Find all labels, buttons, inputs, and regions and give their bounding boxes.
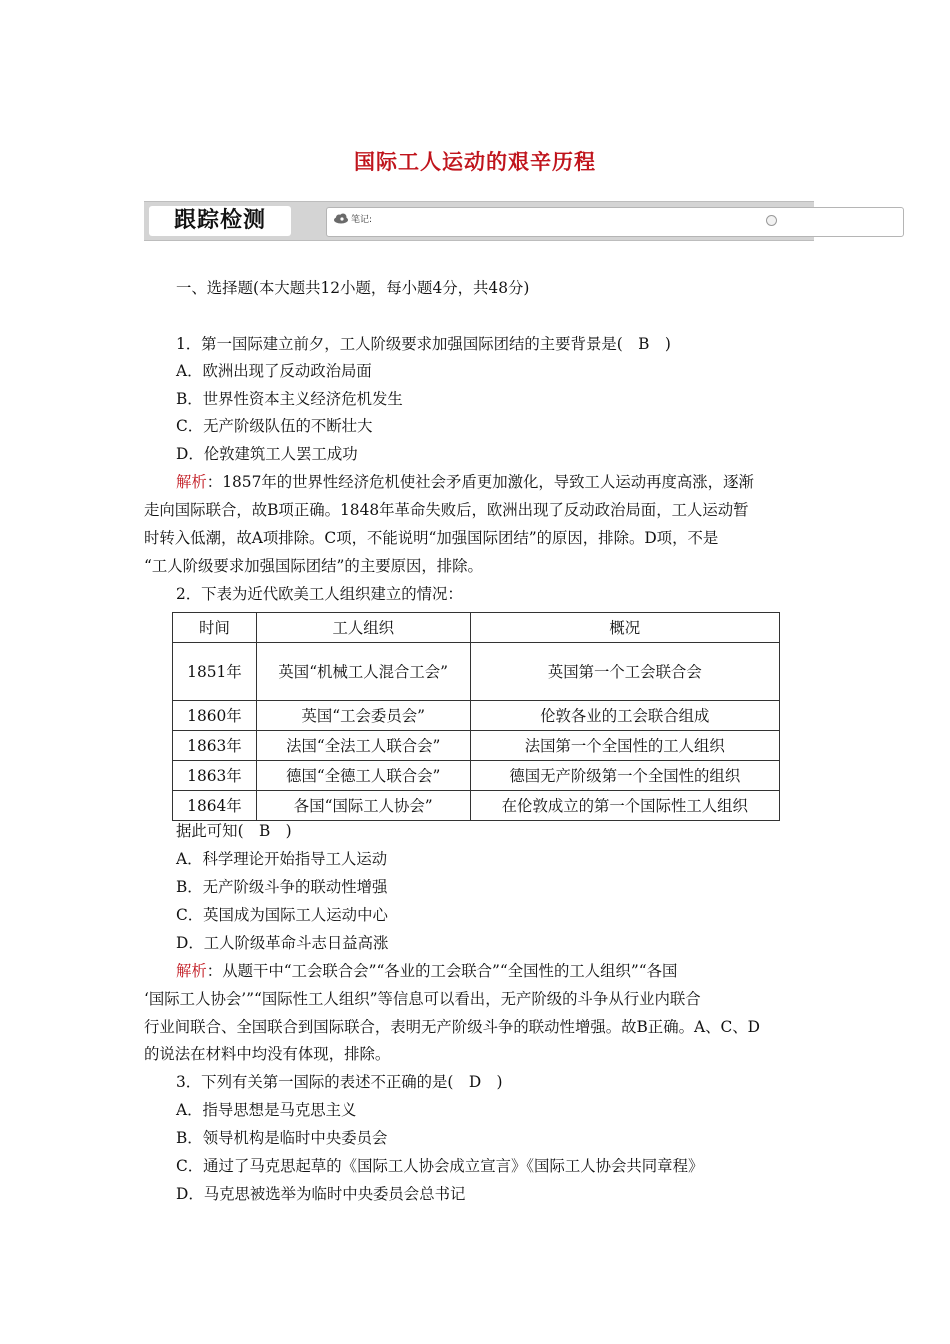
q3-option-d: D．马克思被选举为临时中央委员会总书记 [176, 1185, 466, 1203]
note-label: 笔记: [351, 215, 373, 225]
q2-analysis-line-1: 解析：从题干中“工会联合会”“各业的工会联合”“全国性的工人组织”“各国 [176, 962, 678, 980]
table-cell: 在伦敦成立的第一个国际性工人组织 [470, 791, 779, 821]
q3-option-a: A．指导思想是马克思主义 [176, 1101, 357, 1119]
table-cell: 英国“机械工人混合工会” [256, 643, 470, 701]
clock-icon[interactable] [766, 215, 777, 226]
table-header-cell: 概况 [470, 613, 779, 643]
q2-conclusion: 据此可知( B ) [176, 822, 292, 840]
q1-analysis-line-4: “工人阶级要求加强国际团结”的主要原因，排除。 [144, 557, 483, 575]
q1-option-a: A．欧洲出现了反动政治局面 [176, 362, 372, 380]
page-title: 国际工人运动的艰辛历程 [354, 150, 596, 174]
table-cell: 1864年 [173, 791, 257, 821]
table-cell: 德国“全德工人联合会” [256, 761, 470, 791]
table-header-cell: 时间 [173, 613, 257, 643]
table-cell: 英国第一个工会联合会 [470, 643, 779, 701]
table-row [173, 791, 780, 821]
table-row [173, 643, 780, 701]
q2-analysis-line-3: 行业间联合、全国联合到国际联合，表明无产阶级斗争的联动性增强。故B正确。A、C、D [144, 1018, 760, 1036]
q2-analysis-line-2: ‘国际工人协会’”“国际性工人组织”等信息可以看出，无产阶级的斗争从行业内联合 [144, 990, 701, 1008]
q2-option-c: C．英国成为国际工人运动中心 [176, 906, 388, 924]
note-input[interactable] [326, 207, 904, 237]
table-row [173, 761, 780, 791]
q2-option-d: D．工人阶级革命斗志日益高涨 [176, 934, 389, 952]
q1-analysis-line-2: 走向国际联合，故B项正确。1848年革命失败后，欧洲出现了反动政治局面，工人运动暂 [144, 501, 749, 519]
analysis-label: 解析 [176, 962, 207, 980]
table-row [173, 701, 780, 731]
q1-analysis-line-1: 解析：1857年的世界性经济危机使社会矛盾更加激化，导致工人运动再度高涨，逐渐 [176, 473, 754, 491]
analysis-label: 解析 [176, 473, 207, 491]
section-heading: 一、选择题(本大题共12小题，每小题4分，共48分) [176, 279, 530, 297]
table-cell: 各国“国际工人协会” [256, 791, 470, 821]
table-cell: 1860年 [173, 701, 257, 731]
q2-stem: 2．下表为近代欧美工人组织建立的情况： [176, 585, 463, 603]
q1-option-d: D．伦敦建筑工人罢工成功 [176, 445, 358, 463]
labor-organization-table [172, 612, 780, 821]
table-cell: 德国无产阶级第一个全国性的组织 [470, 761, 779, 791]
q2-option-a: A．科学理论开始指导工人运动 [176, 850, 388, 868]
table-cell: 1863年 [173, 731, 257, 761]
banner-label: 跟踪检测 [149, 206, 291, 236]
table-cell: 1851年 [173, 643, 257, 701]
cloud-icon [333, 212, 349, 224]
tracking-banner [144, 201, 814, 241]
table-cell: 法国“全法工人联合会” [256, 731, 470, 761]
q3-option-c: C．通过了马克思起草的《国际工人协会成立宣言》《国际工人协会共同章程》 [176, 1157, 704, 1175]
table-header-cell: 工人组织 [256, 613, 470, 643]
q1-option-c: C．无产阶级队伍的不断壮大 [176, 417, 373, 435]
table-row [173, 731, 780, 761]
table-cell: 法国第一个全国性的工人组织 [470, 731, 779, 761]
q2-option-b: B．无产阶级斗争的联动性增强 [176, 878, 388, 896]
q1-analysis-line-3: 时转入低潮，故A项排除。C项，不能说明“加强国际团结”的原因，排除。D项，不是 [144, 529, 719, 547]
q3-stem: 3．下列有关第一国际的表述不正确的是( D ) [176, 1073, 503, 1091]
table-cell: 英国“工会委员会” [256, 701, 470, 731]
q1-stem: 1．第一国际建立前夕，工人阶级要求加强国际团结的主要背景是( B ) [176, 335, 671, 353]
table-header-row [173, 613, 780, 643]
table-cell: 伦敦各业的工会联合组成 [470, 701, 779, 731]
q2-analysis-line-4: 的说法在材料中均没有体现，排除。 [144, 1045, 391, 1063]
table-cell: 1863年 [173, 761, 257, 791]
q3-option-b: B．领导机构是临时中央委员会 [176, 1129, 388, 1147]
q1-option-b: B．世界性资本主义经济危机发生 [176, 390, 403, 408]
